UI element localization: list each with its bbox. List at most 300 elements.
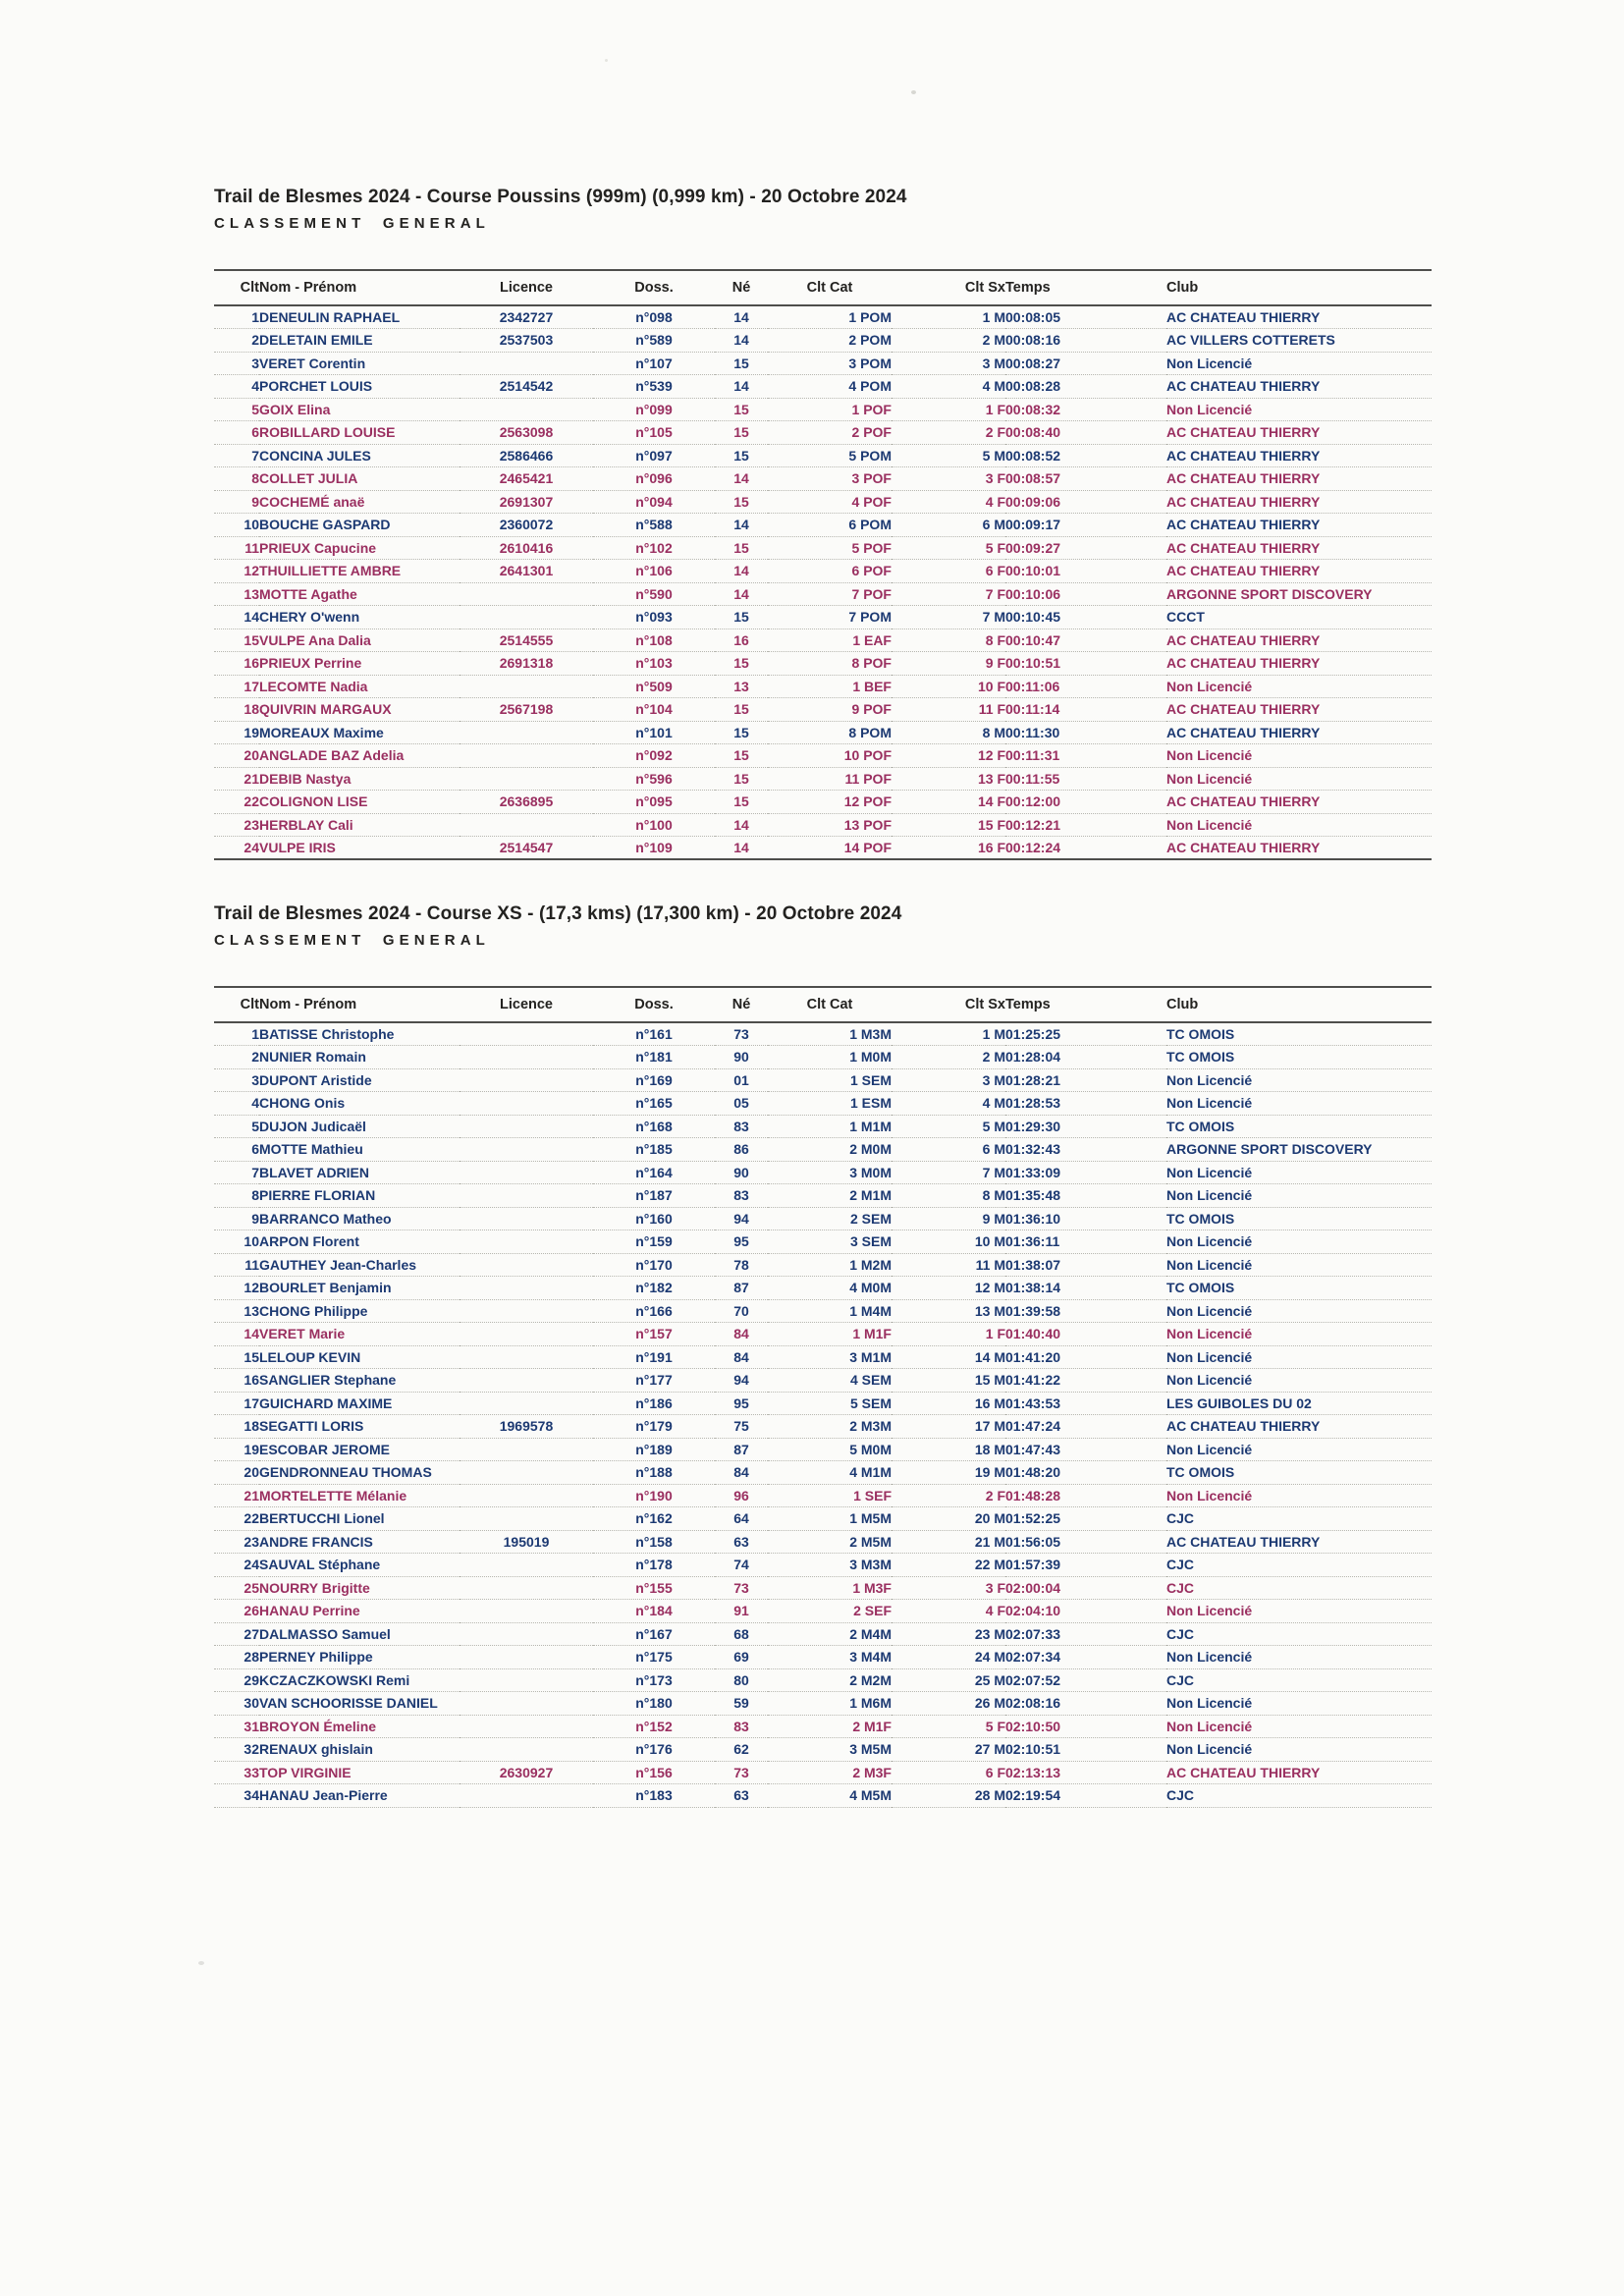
cell-clt_sx: 3 M — [982, 355, 1005, 371]
column-header-club: Club — [1166, 997, 1199, 1012]
cell-temps: 01:39:58 — [1005, 1302, 1061, 1319]
cell-club: AC CHATEAU THIERRY — [1166, 655, 1321, 672]
cell-club: TC OMOIS — [1166, 1049, 1235, 1066]
cell-clt_cat: 13 POF — [843, 816, 892, 833]
cell-doss: n°097 — [635, 447, 673, 464]
cell-doss: n°590 — [635, 585, 673, 602]
cell-club: AC CHATEAU THIERRY — [1166, 563, 1321, 579]
cell-nom: DUPONT Aristide — [259, 1071, 372, 1088]
table-row — [214, 1461, 1432, 1485]
table-row — [214, 1646, 1432, 1669]
cell-clt_sx: 14 M — [974, 1348, 1005, 1365]
column-header-clt: Clt — [240, 997, 259, 1012]
cell-clt: 34 — [244, 1787, 259, 1804]
cell-temps: 01:48:28 — [1005, 1487, 1061, 1503]
cell-club: AC CHATEAU THIERRY — [1166, 309, 1321, 325]
cell-licence — [460, 1323, 593, 1346]
cell-licence — [460, 1784, 593, 1808]
cell-ne: 13 — [733, 678, 749, 694]
cell-clt_sx: 4 M — [982, 1095, 1005, 1112]
cell-doss: n°186 — [635, 1394, 673, 1411]
cell-clt: 7 — [251, 1164, 259, 1180]
cell-clt_sx: 6 F — [985, 1764, 1005, 1780]
cell-licence: 2537503 — [499, 332, 554, 349]
results-table-xs — [214, 986, 1432, 1808]
cell-clt: 3 — [251, 1071, 259, 1088]
cell-club: ARGONNE SPORT DISCOVERY — [1166, 1141, 1373, 1158]
cell-licence — [460, 1184, 593, 1208]
cell-nom: CHONG Onis — [259, 1095, 346, 1112]
cell-clt: 1 — [251, 1026, 259, 1042]
cell-temps: 00:12:24 — [1005, 840, 1061, 855]
table-row — [214, 1484, 1432, 1507]
table-row — [214, 744, 1432, 768]
cell-ne: 15 — [733, 493, 749, 510]
cell-club: AC CHATEAU THIERRY — [1166, 447, 1321, 464]
cell-club: Non Licencié — [1166, 1071, 1253, 1088]
cell-club: Non Licencié — [1166, 1695, 1253, 1712]
cell-clt: 29 — [244, 1671, 259, 1688]
cell-club: Non Licencié — [1166, 1603, 1253, 1619]
cell-clt: 11 — [244, 539, 259, 556]
cell-clt: 16 — [244, 1372, 259, 1389]
column-header-licence: Licence — [500, 997, 553, 1012]
cell-club: AC CHATEAU THIERRY — [1166, 724, 1321, 740]
table-row — [214, 1715, 1432, 1738]
table-header-row — [214, 987, 1432, 1022]
cell-clt_sx: 6 F — [985, 563, 1005, 579]
cell-nom: SEGATTI LORIS — [259, 1418, 364, 1435]
cell-clt_cat: 4 SEM — [849, 1372, 892, 1389]
cell-clt_cat: 1 BEF — [852, 678, 892, 694]
cell-licence — [460, 1299, 593, 1323]
cell-club: TC OMOIS — [1166, 1118, 1235, 1134]
table-row — [214, 1323, 1432, 1346]
cell-clt_cat: 2 M5M — [849, 1533, 892, 1550]
cell-clt_cat: 1 M0M — [849, 1049, 892, 1066]
cell-clt_cat: 1 M5M — [849, 1510, 892, 1527]
cell-doss: n°588 — [635, 517, 673, 533]
scan-artifact — [198, 1961, 204, 1965]
cell-clt_sx: 3 M — [982, 1071, 1005, 1088]
table-row — [214, 444, 1432, 467]
table-row — [214, 629, 1432, 652]
cell-doss: n°177 — [635, 1372, 673, 1389]
cell-temps: 02:13:13 — [1005, 1764, 1061, 1780]
cell-clt: 12 — [244, 1280, 259, 1296]
table-row — [214, 1253, 1432, 1277]
cell-clt: 2 — [251, 332, 259, 349]
cell-ne: 63 — [733, 1533, 749, 1550]
cell-clt_sx: 3 F — [985, 1579, 1005, 1596]
cell-clt_sx: 3 F — [985, 470, 1005, 487]
cell-licence: 2567198 — [499, 701, 554, 718]
table-row — [214, 329, 1432, 353]
cell-club: AC CHATEAU THIERRY — [1166, 631, 1321, 648]
cell-ne: 84 — [733, 1348, 749, 1365]
table-row — [214, 1761, 1432, 1784]
cell-clt_cat: 3 M0M — [849, 1164, 892, 1180]
cell-clt_sx: 1 M — [982, 309, 1005, 325]
table-row — [214, 1415, 1432, 1439]
cell-clt: 10 — [244, 517, 259, 533]
table-row — [214, 1530, 1432, 1554]
cell-clt_sx: 16 M — [974, 1394, 1005, 1411]
cell-ne: 63 — [733, 1787, 749, 1804]
table-row — [214, 791, 1432, 814]
cell-clt: 24 — [244, 1557, 259, 1573]
cell-temps: 02:08:16 — [1005, 1695, 1061, 1712]
cell-club: Non Licencié — [1166, 1256, 1253, 1273]
cell-clt_sx: 6 M — [982, 1141, 1005, 1158]
section-subtitle: CLASSEMENT GENERAL — [214, 215, 490, 232]
cell-clt_cat: 1 M1M — [849, 1118, 892, 1134]
cell-temps: 00:11:14 — [1005, 701, 1060, 718]
cell-club: Non Licencié — [1166, 1164, 1253, 1180]
cell-clt_sx: 1 M — [982, 1026, 1005, 1042]
cell-club: Non Licencié — [1166, 1302, 1253, 1319]
cell-licence — [460, 1554, 593, 1577]
cell-clt_cat: 2 M4M — [849, 1625, 892, 1642]
cell-licence — [460, 1392, 593, 1415]
table-row — [214, 305, 1432, 329]
cell-clt_sx: 15 F — [977, 816, 1005, 833]
cell-nom: HANAU Jean-Pierre — [259, 1787, 388, 1804]
cell-doss: n°589 — [635, 332, 673, 349]
cell-clt_sx: 13 F — [977, 770, 1005, 787]
cell-clt_sx: 20 M — [974, 1510, 1005, 1527]
cell-ne: 80 — [733, 1671, 749, 1688]
scan-artifact — [605, 59, 608, 62]
cell-clt_cat: 2 M1F — [852, 1718, 892, 1734]
cell-clt: 26 — [244, 1603, 259, 1619]
cell-clt_sx: 10 F — [977, 678, 1005, 694]
table-row — [214, 767, 1432, 791]
cell-temps: 01:48:20 — [1005, 1464, 1061, 1481]
cell-doss: n°170 — [635, 1256, 673, 1273]
cell-temps: 01:40:40 — [1005, 1326, 1061, 1342]
cell-clt_sx: 1 F — [985, 401, 1005, 417]
cell-nom: BOUCHE GASPARD — [259, 517, 391, 533]
cell-nom: ANGLADE BAZ Adelia — [259, 747, 405, 764]
table-row — [214, 1392, 1432, 1415]
cell-nom: ROBILLARD LOUISE — [259, 424, 396, 441]
cell-clt: 19 — [244, 724, 259, 740]
cell-clt_cat: 1 M1F — [852, 1326, 892, 1342]
cell-temps: 00:10:45 — [1005, 609, 1061, 626]
cell-clt_cat: 7 POF — [851, 585, 892, 602]
cell-doss: n°102 — [635, 539, 673, 556]
cell-clt_cat: 1 M3M — [849, 1026, 892, 1042]
cell-nom: COLLET JULIA — [259, 470, 358, 487]
cell-doss: n°094 — [635, 493, 673, 510]
cell-ne: 14 — [733, 332, 749, 349]
cell-clt: 22 — [244, 1510, 259, 1527]
cell-ne: 73 — [733, 1764, 749, 1780]
cell-clt_sx: 2 F — [985, 1487, 1005, 1503]
cell-clt_sx: 28 M — [974, 1787, 1005, 1804]
table-row — [214, 813, 1432, 837]
cell-temps: 00:12:21 — [1005, 816, 1061, 833]
cell-clt_cat: 4 M5M — [849, 1787, 892, 1804]
cell-club: LES GUIBOLES DU 02 — [1166, 1394, 1312, 1411]
cell-ne: 16 — [733, 631, 749, 648]
cell-ne: 15 — [733, 770, 749, 787]
cell-temps: 01:25:25 — [1005, 1026, 1061, 1042]
cell-ne: 87 — [733, 1441, 749, 1457]
cell-clt_sx: 12 F — [977, 747, 1005, 764]
cell-licence — [460, 1507, 593, 1531]
cell-nom: BLAVET ADRIEN — [259, 1164, 369, 1180]
cell-clt: 32 — [244, 1741, 259, 1758]
cell-temps: 01:41:20 — [1005, 1348, 1061, 1365]
cell-nom: CONCINA JULES — [259, 447, 371, 464]
cell-licence — [460, 352, 593, 375]
cell-ne: 14 — [733, 517, 749, 533]
column-header-doss: Doss. — [634, 997, 674, 1012]
table-row — [214, 1207, 1432, 1230]
cell-ne: 84 — [733, 1326, 749, 1342]
cell-clt: 13 — [244, 1302, 259, 1319]
cell-licence: 2641301 — [499, 563, 554, 579]
cell-doss: n°160 — [635, 1210, 673, 1227]
section-title: Trail de Blesmes 2024 - Course Poussins (999m) (0,999 km) - 20 Octobre 2024 — [214, 187, 907, 207]
cell-ne: 83 — [733, 1187, 749, 1204]
cell-club: Non Licencié — [1166, 747, 1253, 764]
cell-club: Non Licencié — [1166, 1741, 1253, 1758]
cell-clt_cat: 1 M4M — [849, 1302, 892, 1319]
cell-doss: n°096 — [635, 470, 673, 487]
cell-clt_cat: 1 SEM — [849, 1071, 892, 1088]
cell-clt: 13 — [244, 585, 259, 602]
cell-clt_cat: 3 M3M — [849, 1557, 892, 1573]
cell-club: Non Licencié — [1166, 1441, 1253, 1457]
cell-clt_sx: 8 F — [985, 631, 1005, 648]
cell-clt_cat: 5 SEM — [849, 1394, 892, 1411]
cell-nom: PIERRE FLORIAN — [259, 1187, 376, 1204]
cell-doss: n°175 — [635, 1649, 673, 1666]
column-header-clt_cat: Clt Cat — [806, 280, 853, 296]
cell-temps: 00:08:32 — [1005, 401, 1061, 417]
cell-doss: n°180 — [635, 1695, 673, 1712]
cell-nom: PRIEUX Capucine — [259, 539, 377, 556]
cell-clt_sx: 1 F — [985, 1326, 1005, 1342]
cell-clt: 23 — [244, 816, 259, 833]
table-row — [214, 421, 1432, 445]
cell-clt_sx: 7 F — [985, 585, 1005, 602]
table-row — [214, 837, 1432, 860]
cell-temps: 00:08:52 — [1005, 447, 1061, 464]
column-header-clt_sx: Clt Sx — [964, 997, 1005, 1012]
cell-licence — [460, 1046, 593, 1069]
cell-temps: 01:28:21 — [1005, 1071, 1061, 1088]
cell-clt_cat: 11 POF — [844, 770, 892, 787]
cell-doss: n°162 — [635, 1510, 673, 1527]
cell-ne: 14 — [733, 378, 749, 395]
cell-club: CJC — [1166, 1579, 1195, 1596]
cell-temps: 00:08:57 — [1005, 470, 1061, 487]
cell-temps: 02:19:54 — [1005, 1787, 1061, 1804]
cell-clt: 28 — [244, 1649, 259, 1666]
cell-licence: 2586466 — [499, 447, 554, 464]
cell-licence — [460, 1692, 593, 1716]
cell-licence — [460, 1161, 593, 1184]
cell-clt_sx: 23 M — [974, 1625, 1005, 1642]
cell-licence: 195019 — [503, 1533, 550, 1550]
cell-licence: 2691318 — [499, 655, 554, 672]
cell-nom: VULPE IRIS — [259, 840, 336, 855]
cell-nom: ARPON Florent — [259, 1233, 359, 1250]
cell-temps: 01:36:10 — [1005, 1210, 1061, 1227]
cell-clt_cat: 7 POM — [848, 609, 892, 626]
cell-clt_cat: 6 POM — [848, 517, 892, 533]
cell-clt_sx: 15 M — [974, 1372, 1005, 1389]
cell-doss: n°164 — [635, 1164, 673, 1180]
cell-temps: 00:08:28 — [1005, 378, 1061, 395]
cell-ne: 90 — [733, 1164, 749, 1180]
cell-nom: HERBLAY Cali — [259, 816, 353, 833]
cell-ne: 78 — [733, 1256, 749, 1273]
cell-nom: COLIGNON LISE — [259, 793, 368, 810]
cell-nom: BARRANCO Matheo — [259, 1210, 392, 1227]
cell-nom: GOIX Elina — [259, 401, 331, 417]
cell-temps: 00:11:55 — [1005, 770, 1060, 787]
table-row — [214, 1230, 1432, 1254]
cell-temps: 01:28:53 — [1005, 1095, 1061, 1112]
cell-licence — [460, 1600, 593, 1623]
cell-licence — [460, 1461, 593, 1485]
cell-clt_sx: 17 M — [974, 1418, 1005, 1435]
cell-licence — [460, 1022, 593, 1046]
cell-licence — [460, 1646, 593, 1669]
cell-ne: 64 — [733, 1510, 749, 1527]
table-row — [214, 1345, 1432, 1369]
cell-club: AC VILLERS COTTERETS — [1166, 332, 1335, 349]
cell-licence: 2514555 — [499, 631, 554, 648]
cell-club: Non Licencié — [1166, 1718, 1253, 1734]
cell-nom: DUJON Judicaël — [259, 1118, 366, 1134]
cell-clt_sx: 27 M — [974, 1741, 1005, 1758]
cell-club: CJC — [1166, 1557, 1195, 1573]
cell-club: Non Licencié — [1166, 678, 1253, 694]
cell-clt_cat: 2 SEF — [853, 1603, 892, 1619]
cell-licence: 2636895 — [499, 793, 554, 810]
cell-licence — [460, 1277, 593, 1300]
cell-nom: GENDRONNEAU THOMAS — [259, 1464, 432, 1481]
cell-club: TC OMOIS — [1166, 1464, 1235, 1481]
cell-clt_cat: 1 M3F — [852, 1579, 892, 1596]
cell-licence: 1969578 — [499, 1418, 554, 1435]
table-row — [214, 375, 1432, 399]
cell-nom: PORCHET LOUIS — [259, 378, 373, 395]
cell-nom: GAUTHEY Jean-Charles — [259, 1256, 417, 1273]
cell-licence — [460, 1068, 593, 1092]
section-title: Trail de Blesmes 2024 - Course XS - (17,3 kms) (17,300 km) - 20 Octobre 2024 — [214, 903, 902, 924]
table-row — [214, 560, 1432, 583]
table-row — [214, 1576, 1432, 1600]
table-header-row — [214, 270, 1432, 305]
cell-clt: 9 — [251, 1210, 259, 1227]
cell-doss: n°161 — [635, 1026, 673, 1042]
cell-club: TC OMOIS — [1166, 1026, 1235, 1042]
table-row — [214, 1115, 1432, 1138]
cell-licence — [460, 721, 593, 744]
cell-temps: 02:07:33 — [1005, 1625, 1061, 1642]
cell-ne: 15 — [733, 655, 749, 672]
cell-nom: CHONG Philippe — [259, 1302, 368, 1319]
cell-clt: 25 — [244, 1579, 259, 1596]
cell-clt_sx: 8 M — [982, 724, 1005, 740]
cell-club: AC CHATEAU THIERRY — [1166, 701, 1321, 718]
cell-doss: n°098 — [635, 309, 673, 325]
cell-club: Non Licencié — [1166, 1233, 1253, 1250]
table-row — [214, 721, 1432, 744]
cell-doss: n°158 — [635, 1533, 673, 1550]
cell-temps: 01:56:05 — [1005, 1533, 1061, 1550]
cell-clt_cat: 4 M1M — [849, 1464, 892, 1481]
cell-clt_sx: 4 M — [982, 378, 1005, 395]
cell-clt: 21 — [244, 1487, 259, 1503]
cell-temps: 02:10:50 — [1005, 1718, 1061, 1734]
cell-ne: 95 — [733, 1394, 749, 1411]
cell-temps: 00:08:40 — [1005, 424, 1061, 441]
cell-nom: MOREAUX Maxime — [259, 724, 384, 740]
cell-doss: n°109 — [635, 840, 673, 855]
cell-doss: n°157 — [635, 1326, 673, 1342]
cell-ne: 95 — [733, 1233, 749, 1250]
cell-clt: 17 — [244, 1394, 259, 1411]
cell-doss: n°095 — [635, 793, 673, 810]
cell-ne: 14 — [733, 470, 749, 487]
cell-nom: DENEULIN RAPHAEL — [259, 309, 401, 325]
cell-clt_sx: 2 M — [982, 1049, 1005, 1066]
cell-temps: 02:00:04 — [1005, 1579, 1061, 1596]
cell-clt: 2 — [251, 1049, 259, 1066]
cell-clt_sx: 9 M — [982, 1210, 1005, 1227]
cell-doss: n°101 — [635, 724, 673, 740]
cell-nom: VERET Marie — [259, 1326, 346, 1342]
cell-doss: n°105 — [635, 424, 673, 441]
cell-club: AC CHATEAU THIERRY — [1166, 517, 1321, 533]
cell-nom: BATISSE Christophe — [259, 1026, 395, 1042]
cell-licence — [460, 398, 593, 421]
cell-ne: 15 — [733, 355, 749, 371]
cell-doss: n°167 — [635, 1625, 673, 1642]
cell-temps: 00:10:01 — [1005, 563, 1061, 579]
cell-licence — [460, 1622, 593, 1646]
cell-ne: 14 — [733, 563, 749, 579]
cell-nom: BOURLET Benjamin — [259, 1280, 392, 1296]
cell-ne: 94 — [733, 1210, 749, 1227]
cell-clt_cat: 3 M5M — [849, 1741, 892, 1758]
cell-temps: 00:11:31 — [1005, 747, 1060, 764]
cell-licence — [460, 606, 593, 629]
column-header-clt_sx: Clt Sx — [964, 280, 1005, 296]
cell-clt_cat: 2 M0M — [849, 1141, 892, 1158]
cell-clt_cat: 1 ESM — [849, 1095, 892, 1112]
cell-clt_sx: 21 M — [974, 1533, 1005, 1550]
cell-clt_sx: 13 M — [974, 1302, 1005, 1319]
cell-doss: n°092 — [635, 747, 673, 764]
cell-doss: n°152 — [635, 1718, 673, 1734]
cell-club: AC CHATEAU THIERRY — [1166, 470, 1321, 487]
cell-clt_sx: 24 M — [974, 1649, 1005, 1666]
cell-temps: 02:07:34 — [1005, 1649, 1061, 1666]
cell-temps: 01:38:07 — [1005, 1256, 1061, 1273]
cell-ne: 14 — [733, 585, 749, 602]
cell-ne: 83 — [733, 1718, 749, 1734]
cell-licence: 2360072 — [499, 517, 554, 533]
